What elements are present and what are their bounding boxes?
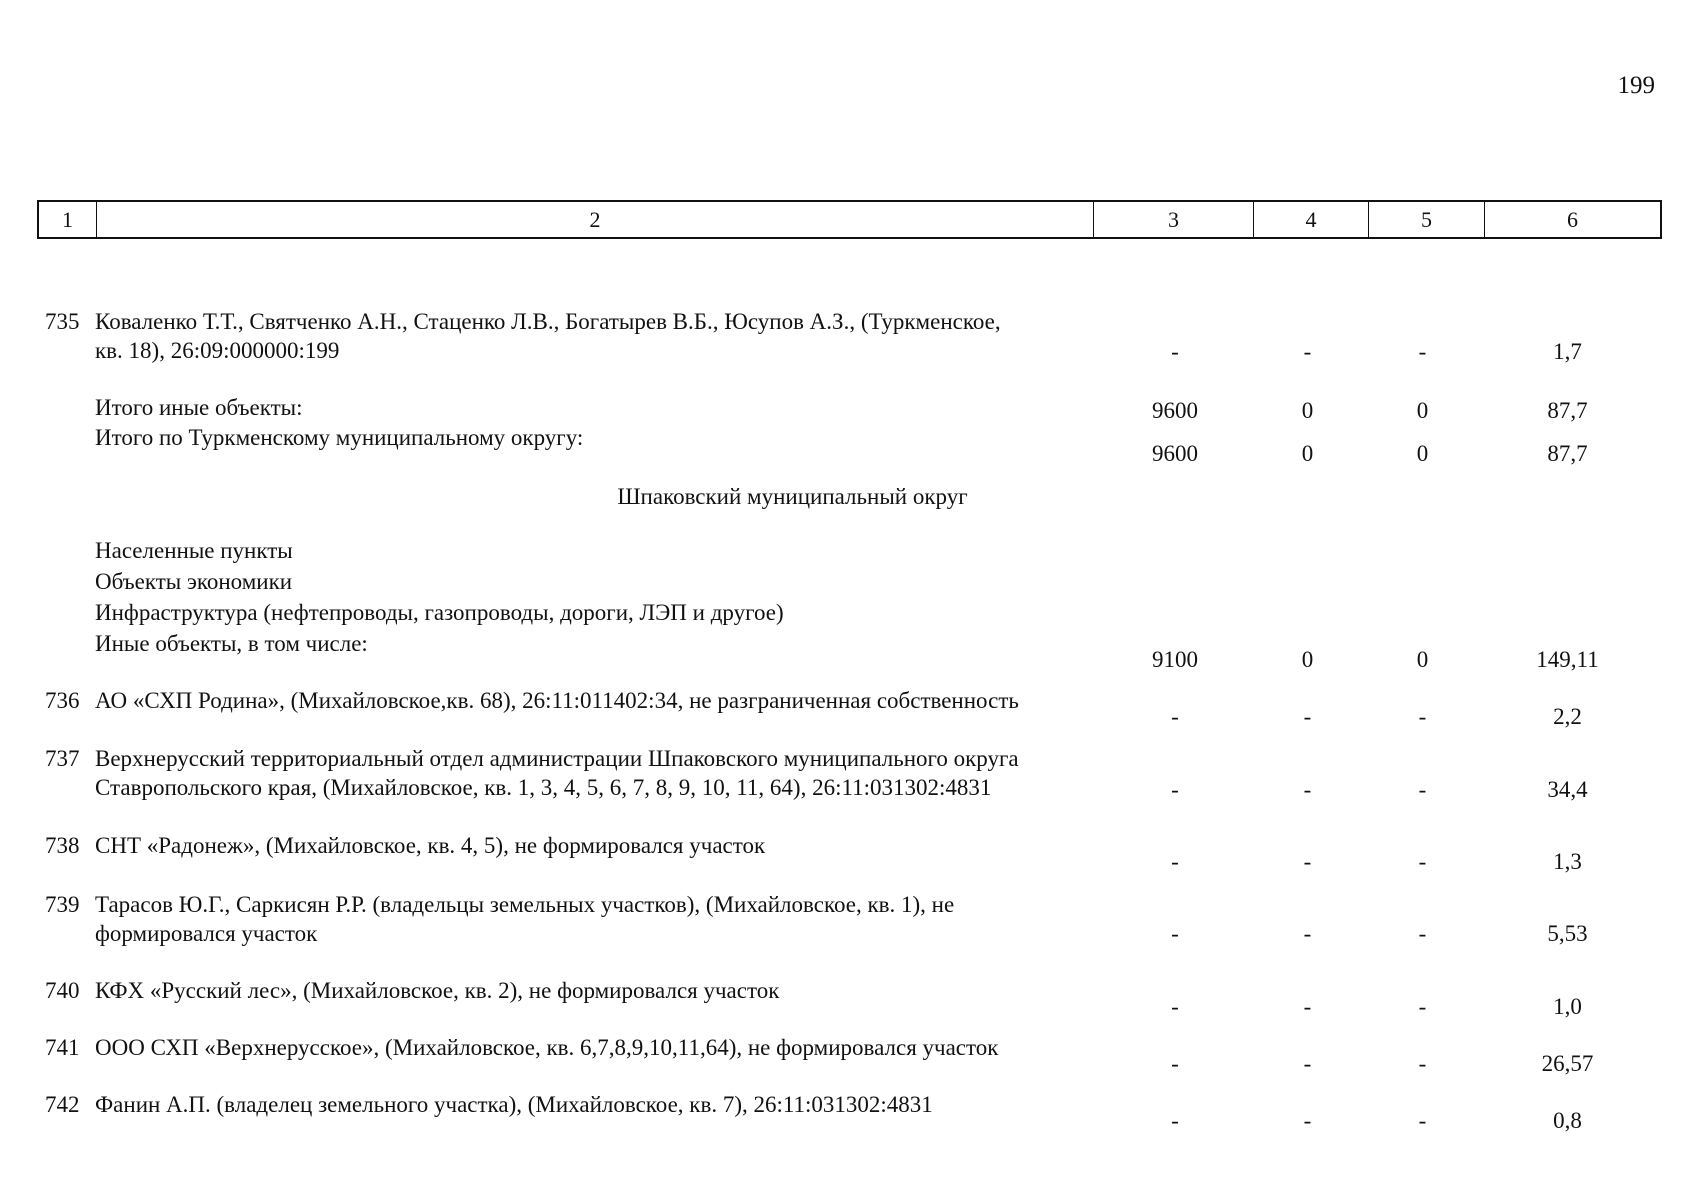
row-col4: - <box>1303 777 1312 802</box>
row-col6: 1,0 <box>1553 994 1582 1019</box>
row-number: 739 <box>45 892 80 917</box>
row-description-line: формировался участок <box>95 920 318 946</box>
row-col5: - <box>1418 339 1427 364</box>
row-col3: - <box>1171 1051 1179 1076</box>
column-header-5: 5 <box>1369 202 1485 237</box>
row-col5: - <box>1418 921 1427 946</box>
row-description-line: СНТ «Радонеж», (Михайловское, кв. 4, 5), не формировался участок <box>95 833 766 858</box>
row-number: 738 <box>45 833 80 858</box>
row-col3: - <box>1171 994 1179 1019</box>
row-col4: - <box>1303 849 1312 874</box>
row-number: 740 <box>45 978 80 1003</box>
row-col3: 9100 <box>1152 647 1198 672</box>
row-description: Итого иные объекты: <box>95 395 303 420</box>
row-description-line: Фанин А.П. (владелец земельного участка), (Михайловское, кв. 7), 26:11:031302:4831 <box>95 1092 933 1117</box>
row-col5: - <box>1418 777 1427 802</box>
row-description-line: ООО СХП «Верхнерусское», (Михайловское, кв. 6,7,8,9,10,11,64), не формировался участок <box>95 1035 999 1060</box>
column-header-table <box>37 200 1662 239</box>
row-col3: 9600 <box>1152 398 1198 423</box>
row-description <box>95 1034 1095 1063</box>
row-description-line: АО «СХП Родина», (Михайловское,кв. 68), 26:11:011402:34, не разграниченная собственность <box>95 688 1019 713</box>
row-col6: 2,2 <box>1553 704 1582 729</box>
page-number: 199 <box>1617 72 1655 99</box>
row-col6: 0,8 <box>1553 1108 1582 1133</box>
column-header-1: 1 <box>39 202 97 237</box>
row-col5: - <box>1418 1051 1427 1076</box>
category-economic-objects: Объекты экономики <box>95 569 293 594</box>
row-description <box>95 891 1095 949</box>
row-description <box>95 832 1095 861</box>
row-col3: - <box>1171 849 1179 874</box>
row-col4: - <box>1303 921 1312 946</box>
column-header-4: 4 <box>1254 202 1369 237</box>
row-col5: - <box>1418 849 1427 874</box>
row-col6: 87,7 <box>1547 398 1588 423</box>
row-col6: 34,4 <box>1547 777 1588 802</box>
row-col6: 149,11 <box>1536 647 1599 672</box>
row-col4: 0 <box>1301 398 1314 423</box>
row-col6: 1,3 <box>1553 849 1582 874</box>
row-col4: - <box>1303 339 1312 364</box>
row-description-line: Верхнерусский территориальный отдел администрации Шпаковского муниципального округа <box>95 746 1019 771</box>
column-header-6: 6 <box>1567 206 1578 232</box>
section-title <box>0 483 1697 512</box>
row-col3: 9600 <box>1152 441 1198 466</box>
category-populated-areas: Населенные пункты <box>95 538 293 563</box>
category-infrastructure: Инфраструктура (нефтепроводы, газопроводы, дороги, ЛЭП и другое) <box>95 600 784 625</box>
row-col6: 5,53 <box>1547 921 1588 946</box>
row-col5: - <box>1418 1108 1427 1133</box>
row-col3: - <box>1171 1108 1179 1133</box>
row-col4: - <box>1303 704 1312 729</box>
row-description-line: кв. 18), 26:09:000000:199 <box>95 337 340 363</box>
row-number: 742 <box>45 1092 80 1117</box>
row-description <box>95 1091 1095 1120</box>
row-description: Итого по Туркменскому муниципальному округу: <box>95 425 584 450</box>
row-description <box>95 308 1095 366</box>
row-col5: 0 <box>1416 398 1429 423</box>
row-description <box>95 687 1095 716</box>
row-description-line: Ставропольского края, (Михайловское, кв. 1, 3, 4, 5, 6, 7, 8, 9, 10, 11, 64), 26:11:031302:4831 <box>95 774 992 800</box>
row-col4: 0 <box>1301 441 1314 466</box>
row-col6: 26,57 <box>1541 1051 1594 1076</box>
row-col6: 87,7 <box>1547 441 1588 466</box>
row-col3: - <box>1171 921 1179 946</box>
section-title-text: Шпаковский муниципальный округ <box>617 484 968 509</box>
row-number: 736 <box>45 688 80 713</box>
row-col6: 1,7 <box>1553 339 1582 364</box>
row-col4: - <box>1303 1108 1312 1133</box>
row-description-line: Коваленко Т.Т., Святченко А.Н., Стаценко Л.В., Богатырев В.Б., Юсупов А.З., (Туркменское, <box>95 309 1001 334</box>
column-header-3: 3 <box>1094 202 1254 237</box>
row-number: 741 <box>45 1035 80 1060</box>
row-col5: 0 <box>1416 647 1429 672</box>
row-col3: - <box>1171 704 1179 729</box>
row-col3: - <box>1171 339 1179 364</box>
row-col4: - <box>1303 994 1312 1019</box>
row-number: 735 <box>45 309 80 334</box>
row-col3: - <box>1171 777 1179 802</box>
row-description <box>95 745 1095 803</box>
column-header-2: 2 <box>97 202 1094 237</box>
row-col5: - <box>1418 994 1427 1019</box>
row-col5: - <box>1418 704 1427 729</box>
row-description-line: КФХ «Русский лес», (Михайловское, кв. 2), не формировался участок <box>95 978 780 1003</box>
row-col4: - <box>1303 1051 1312 1076</box>
row-description <box>95 977 1095 1006</box>
row-description-line: Тарасов Ю.Г., Саркисян Р.Р. (владельцы земельных участков), (Михайловское, кв. 1), не <box>95 892 955 917</box>
row-number: 737 <box>45 746 80 771</box>
row-col4: 0 <box>1301 647 1314 672</box>
row-col5: 0 <box>1416 441 1429 466</box>
category-other-objects: Иные объекты, в том числе: <box>95 631 368 656</box>
